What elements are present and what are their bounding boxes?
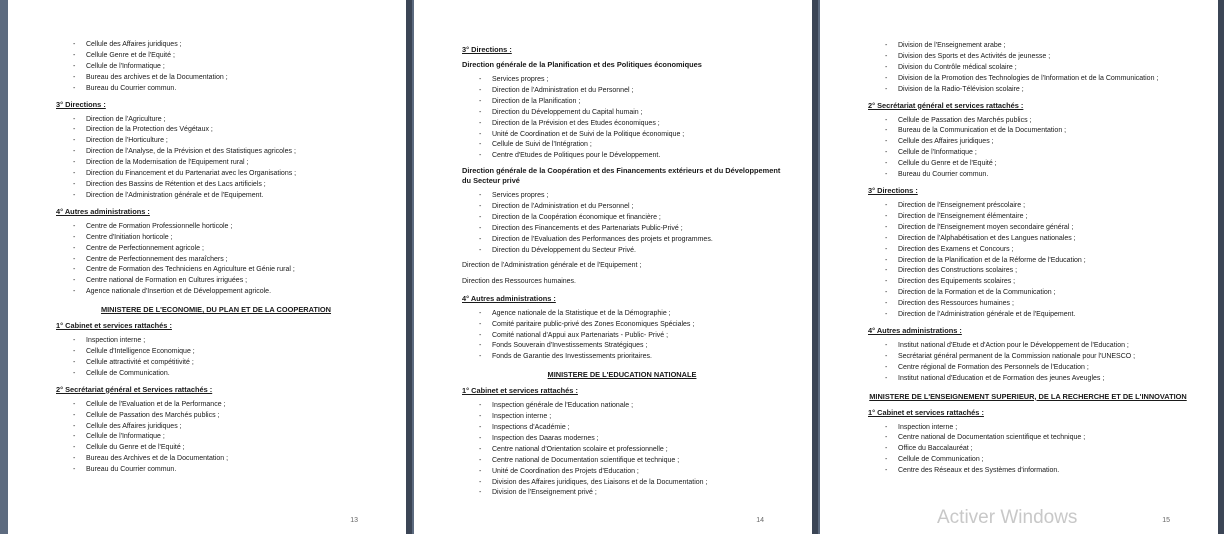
list-item: - Direction des Equipements scolaires ; [868,277,1188,288]
list-item: - Agence nationale de la Statistique et de la Démographie ; [462,309,782,320]
list-item: - Cellule de Suivi de l'Intégration ; [462,140,782,151]
list-item: - Office du Baccalauréat ; [868,444,1188,455]
list-item: - Inspection générale de l'Education nationale ; [462,401,782,412]
list-item: - Centre d'Etudes de Politiques pour le Développement. [462,151,782,162]
list-item: - Agence nationale d'Insertion et de Développement agricole. [56,287,376,298]
list-item: - Cellule de Passation des Marchés publics ; [868,116,1188,127]
page-number: 13 [350,517,358,524]
bullet-list [56,40,376,95]
list-item: - Direction de la Planification et de la Réforme de l'Education ; [868,256,1188,267]
direction-heading: Direction générale de la Coopération et des Financements extérieurs et du Développement du Secteur privé [462,166,781,186]
list-item: - Fonds de Garantie des Investissements prioritaires. [462,352,782,363]
bullet-list [462,309,782,364]
list-item: - Division des Sports et des Activités de jeunesse ; [868,52,1188,63]
list-item: - Institut national d'Etude et d'Action pour le Développement de l'Education ; [868,341,1188,352]
list-item: - Direction de l'Evaluation des Performances des projets et programmes. [462,235,782,246]
list-item: - Centre de Perfectionnement agricole ; [56,244,376,255]
list-item: - Comité paritaire public-privé des Zones Economiques Spéciales ; [462,320,782,331]
section-heading: 2° Secrétariat général et services rattachés : [868,100,1024,110]
page-content [462,44,782,499]
ministry-title: MINISTERE DE L'ENSEIGNEMENT SUPERIEUR, DE LA RECHERCHE ET DE L'INNOVATION [869,391,1187,401]
list-item: - Centre national de Documentation scientifique et technique ; [462,456,782,467]
direction-heading: Direction générale de la Planification et des Politiques économiques [462,60,702,69]
list-item: - Direction des Financements et des Partenariats Public-Privé ; [462,224,782,235]
document-page-15 [820,0,1218,534]
list-item: - Division de l'Enseignement privé ; [462,488,782,499]
section-heading: 1° Cabinet et services rattachés : [868,407,984,417]
section-heading: 4° Autres administrations : [868,325,962,335]
list-item: - Centre de Perfectionnement des maraîchers ; [56,255,376,266]
list-item: - Direction de l'Enseignement moyen secondaire général ; [868,223,1188,234]
list-item: - Bureau des Archives et de la Documentation ; [56,454,376,465]
list-item: - Division de la Promotion des Technologies de l'Information et de la Communication ; [868,74,1188,85]
list-item: - Direction de la Formation et de la Communication ; [868,288,1188,299]
list-item: - Direction de l'Administration et du Personnel ; [462,86,782,97]
bullet-list [56,115,376,202]
document-page-14 [414,0,812,534]
section-heading: 1° Cabinet et services rattachés : [462,386,578,396]
bullet-list [56,400,376,476]
list-item: - Centre d'Initiation horticole ; [56,233,376,244]
list-item: - Cellule des Affaires juridiques ; [56,422,376,433]
list-item: - Division des Affaires juridiques, des Liaisons et de la Documentation ; [462,478,782,489]
list-item: - Direction de l'Enseignement élémentaire ; [868,212,1188,223]
list-item: - Direction de l'Alphabétisation et des Langues nationales ; [868,234,1188,245]
section-heading: 4° Autres administrations : [56,206,150,216]
bullet-list [868,116,1188,181]
list-item: - Bureau du Courrier commun. [56,465,376,476]
page-gap [1218,0,1224,534]
list-item: - Services propres ; [462,191,782,202]
list-item: - Centre de Formation des Techniciens en Agriculture et Génie rural ; [56,265,376,276]
list-item: - Direction du Développement du Capital humain ; [462,108,782,119]
list-item: - Centre régional de Formation des Personnels de l'Education ; [868,363,1188,374]
bullet-list [462,75,782,162]
bullet-list [868,341,1188,385]
list-item: - Cellule de l'Informatique ; [56,62,376,73]
list-item: - Comité national d'Appui aux Partenariats - Public- Privé ; [462,331,782,342]
section-heading: 1° Cabinet et services rattachés : [56,321,172,331]
list-item: - Direction de la Coopération économique et financière ; [462,213,782,224]
list-item: - Bureau des archives et de la Documentation ; [56,73,376,84]
bullet-list [868,201,1188,321]
list-item: - Cellule de Communication ; [868,455,1188,466]
list-item: - Cellule de l'Informatique ; [868,148,1188,159]
list-item: - Centre des Réseaux et des Systèmes d'information. [868,466,1188,477]
page-number: 15 [1162,517,1170,524]
list-item: - Division de l'Enseignement arabe ; [868,41,1188,52]
bullet-list [56,222,376,298]
list-item: - Direction des Ressources humaines ; [868,299,1188,310]
list-item: - Direction de la Modernisation de l'Equipement rural ; [56,158,376,169]
list-item: - Inspection interne ; [868,423,1188,434]
list-item: - Institut national d'Education et de Formation des jeunes Aveugles ; [868,374,1188,385]
list-item: - Inspection interne ; [462,412,782,423]
list-item: - Division du Contrôle médical scolaire ; [868,63,1188,74]
list-item: - Cellule de Communication. [56,369,376,380]
list-item: - Services propres ; [462,75,782,86]
list-item: - Direction de l'Enseignement préscolaire ; [868,201,1188,212]
list-item: - Inspection interne ; [56,336,376,347]
section-heading: 2° Secrétariat général et Services rattachés : [56,384,213,394]
page-number: 14 [756,517,764,524]
list-item: - Inspections d'Académie ; [462,423,782,434]
paragraph: Direction de l'Administration générale et de l'Equipement ; [462,261,642,269]
list-item: - Cellule de l'Evaluation et de la Performance ; [56,400,376,411]
list-item: - Direction de l'Administration et du Personnel ; [462,202,782,213]
list-item: - Cellule du Genre et de l'Equité ; [56,443,376,454]
list-item: - Centre national de Formation en Cultures irriguées ; [56,276,376,287]
bullet-list [868,423,1188,478]
activate-windows-watermark: Activer Windows [937,507,1078,528]
list-item: - Direction des Bassins de Rétention et des Lacs artificiels ; [56,180,376,191]
page-gap [812,0,818,534]
list-item: - Cellule de l'Informatique ; [56,432,376,443]
list-item: - Direction du Financement et du Partenariat avec les Organisations ; [56,169,376,180]
list-item: - Secrétariat général permanent de la Commission nationale pour l'UNESCO ; [868,352,1188,363]
list-item: - Direction de l'Administration générale et de l'Equipement. [56,191,376,202]
list-item: - Cellule des Affaires juridiques ; [868,137,1188,148]
ministry-title: MINISTERE DE L'EDUCATION NATIONALE [547,370,697,380]
list-item: - Bureau du Courrier commun. [868,170,1188,181]
page-content [868,41,1188,477]
list-item: - Centre national d'Orientation scolaire et professionnelle ; [462,445,782,456]
section-heading: 3° Directions : [868,185,918,195]
list-item: - Inspection des Daaras modernes ; [462,434,782,445]
bullet-list [462,401,782,499]
list-item: - Direction de l'Horticulture ; [56,136,376,147]
list-item: - Unité de Coordination et de Suivi de la Politique économique ; [462,130,782,141]
list-item: - Direction de l'Administration générale et de l'Equipement. [868,310,1188,321]
list-item: - Cellule attractivité et compétitivité ; [56,358,376,369]
list-item: - Direction de l'Agriculture ; [56,115,376,126]
document-page-13 [8,0,406,534]
list-item: - Cellule du Genre et de l'Equité ; [868,159,1188,170]
list-item: - Direction de l'Analyse, de la Prévision et des Statistiques agricoles ; [56,147,376,158]
list-item: - Fonds Souverain d'Investissements Stratégiques ; [462,341,782,352]
section-heading: 3° Directions : [462,45,512,54]
list-item: - Centre national de Documentation scientifique et technique ; [868,433,1188,444]
list-item: - Direction des Constructions scolaires ; [868,266,1188,277]
list-item: - Bureau du Courrier commun. [56,84,376,95]
list-item: - Direction de la Planification ; [462,97,782,108]
list-item: - Cellule Genre et de l'Equité ; [56,51,376,62]
list-item: - Direction du Développement du Secteur Privé. [462,246,782,257]
list-item: - Cellule d'Intelligence Economique ; [56,347,376,358]
bullet-list [56,336,376,380]
page-gap [406,0,412,534]
list-item: - Cellule de Passation des Marchés publics ; [56,411,376,422]
page-content [56,40,376,476]
list-item: - Unité de Coordination des Projets d'Education ; [462,467,782,478]
section-heading: 4° Autres administrations : [462,293,556,303]
ministry-title: MINISTERE DE L'ECONOMIE, DU PLAN ET DE LA COOPERATION [100,305,332,315]
list-item: - Direction des Examens et Concours ; [868,245,1188,256]
list-item: - Direction de la Protection des Végétaux ; [56,125,376,136]
list-item: - Centre de Formation Professionnelle horticole ; [56,222,376,233]
bullet-list [462,191,782,256]
list-item: - Cellule des Affaires juridiques ; [56,40,376,51]
section-heading: 3° Directions : [56,99,106,109]
list-item: - Division de la Radio-Télévision scolaire ; [868,85,1188,96]
list-item: - Direction de la Prévision et des Etudes économiques ; [462,119,782,130]
bullet-list [868,41,1188,96]
list-item: - Bureau de la Communication et de la Documentation ; [868,126,1188,137]
paragraph: Direction des Ressources humaines. [462,277,576,285]
